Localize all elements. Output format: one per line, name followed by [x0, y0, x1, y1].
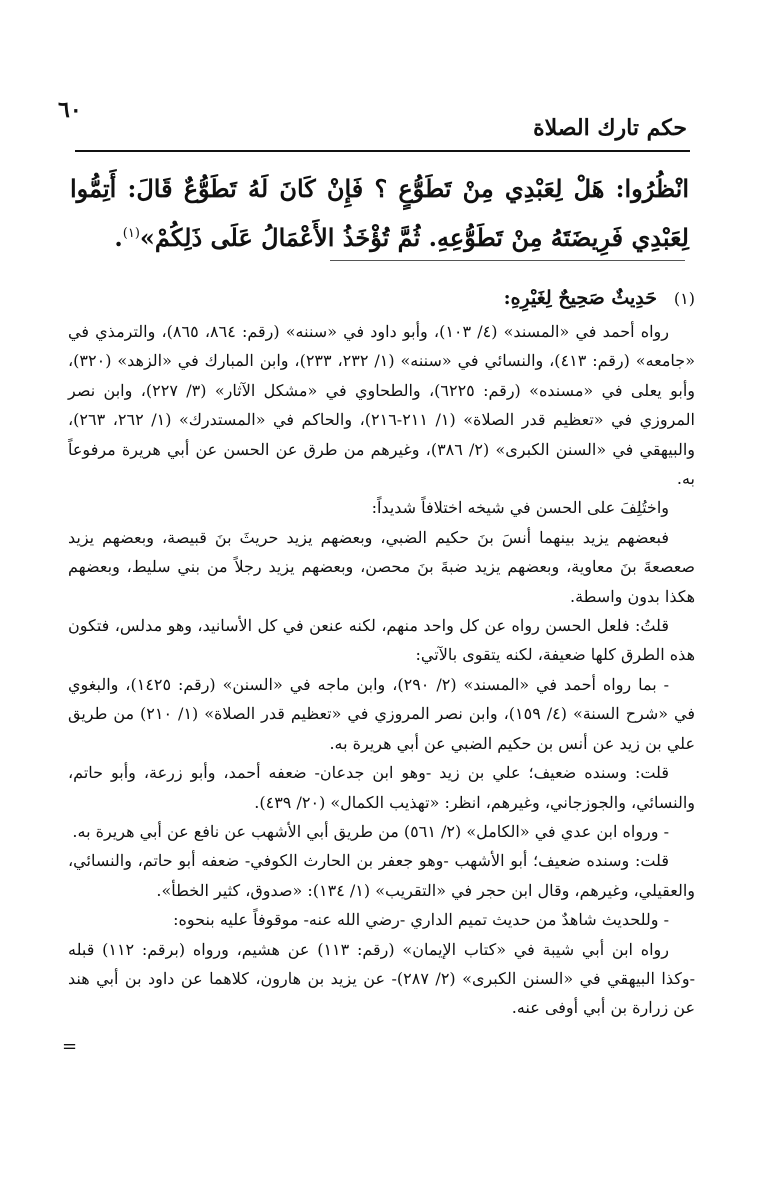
footnote-number: (١) [673, 289, 695, 308]
footnote-paragraph: واختُلِفَ على الحسن في شيخه اختلافاً شديداً: [371, 498, 669, 518]
footnote-heading-line [68, 280, 695, 317]
footnote-heading: حَدِيثٌ صَحِيحٌ لِغَيْرِهِ: [503, 287, 657, 309]
footnote-divider [330, 260, 685, 261]
header-divider [75, 150, 690, 152]
footnote-paragraph: رواه أحمد في «المسند» (٤/ ١٠٣)، وأبو داود في «سننه» (رقم: ٨٦٤، ٨٦٥)، والترمذي في «جامعه» (رقم: ٤١٣)، والنسائي في «سننه» (١/ ٢٣٢، ٢٣٣)، وابن المبارك في «الزهد» (٣٢٠)، وأبو يعلى في «مسنده» (رقم: ٦٢٢٥)، والطحاوي في «مشكل الآثار» (٣/ ٢٢٧)، وابن نصر المروزي في «تعظيم قدر الصلاة» (١/ ٢١١-٢١٦)، والحاكم في «المستدرك» (١/ ٢٦٢، ٢٦٣)، والبيهقي في «السنن الكبرى» (٢/ ٣٨٦)، وغيرهم من طرق عن الحسن عن أبي هريرة مرفوعاً به. [68, 322, 695, 489]
footnote-paragraph: - وللحديث شاهدٌ من حديث تميم الداري -رضي الله عنه- موقوفاً عليه بنحوه: [173, 910, 669, 930]
footnote-paragraph: رواه ابن أبي شيبة في «كتاب الإيمان» (رقم: ١١٣) عن هشيم، ورواه (برقم: ١١٢) قبله -وكذا البيهقي في «السنن الكبرى» (٢/ ٢٨٧)- عن يزيد بن هارون، كلاهما عن داود بن أبي هند عن زرارة بن أبي أوفى عنه. [68, 939, 695, 1018]
footnote-paragraph: - ورواه ابن عدي في «الكامل» (٢/ ٥٦١) من طريق أبي الأشهب عن نافع عن أبي هريرة به. [72, 821, 669, 841]
main-text-end: . [114, 223, 123, 252]
footnote-paragraph: قلتُ: فلعل الحسن رواه عن كل واحد منهم، لكنه عنعن في كل الأسانيد، وهو مدلس، فتكون هذه الطرق كلها ضعيفة، لكنه يتقوى بالآتي: [68, 616, 695, 665]
page-number: ٦٠ [58, 97, 82, 123]
hadith-text: انْظُرُوا: هَلْ لِعَبْدِي مِنْ تَطَوُّعٍ ؟ فَإِنْ كَانَ لَهُ تَطَوُّعٌ قَالَ: أَتِمُّوا لِعَبْدِي فَرِيضَتَهُ مِنْ تَطَوُّعِهِ. ثُمَّ تُؤْخَذُ الأَعْمَالُ عَلَى ذَلِكُمْ» [70, 174, 689, 252]
footnote-paragraph: قلت: وسنده ضعيف؛ أبو الأشهب -وهو جعفر بن الحارث الكوفي- ضعفه أبو حاتم، والنسائي، والعقيلي، وغيرهم، وقال ابن حجر في «التقريب» (١/ ١٣٤): «صدوق، كثير الخطأ». [68, 851, 695, 900]
footnotes [68, 280, 695, 1023]
running-title: حكم تارك الصلاة [533, 115, 687, 141]
footnote-paragraph: قلت: وسنده ضعيف؛ علي بن زيد -وهو ابن جدعان- ضعفه أحمد، وأبو زرعة، وأبو حاتم، والنسائي، والجوزجاني، وغيرهم، انظر: «تهذيب الكمال» (٢٠/ ٤٣٩). [68, 763, 695, 812]
main-text [70, 166, 689, 260]
footnote-reference: (١) [122, 226, 140, 241]
footnote-paragraph: - بما رواه أحمد في «المسند» (٢/ ٢٩٠)، وابن ماجه في «السنن» (رقم: ١٤٢٥)، والبغوي في «شرح السنة» (٤/ ١٥٩)، وابن نصر المروزي في «تعظيم قدر الصلاة» (١/ ٢١٠) من طريق علي بن زيد عن أنس بن حكيم الضبي عن أبي هريرة به. [68, 674, 696, 753]
footnote-paragraph: فبعضهم يزيد بينهما أنسَ بنَ حكيم الضبي، وبعضهم يزيد حريثَ بنَ قبيصة، وبعضهم يزيد صعصعةَ بنَ معاوية، وبعضهم يزيد ضبةَ بنَ محصن، وبعضهم يزيد رجلاً من بني سليط، وبعضهم هكذا بدون واسطة. [68, 527, 695, 606]
continuation-mark: = [62, 1036, 78, 1057]
